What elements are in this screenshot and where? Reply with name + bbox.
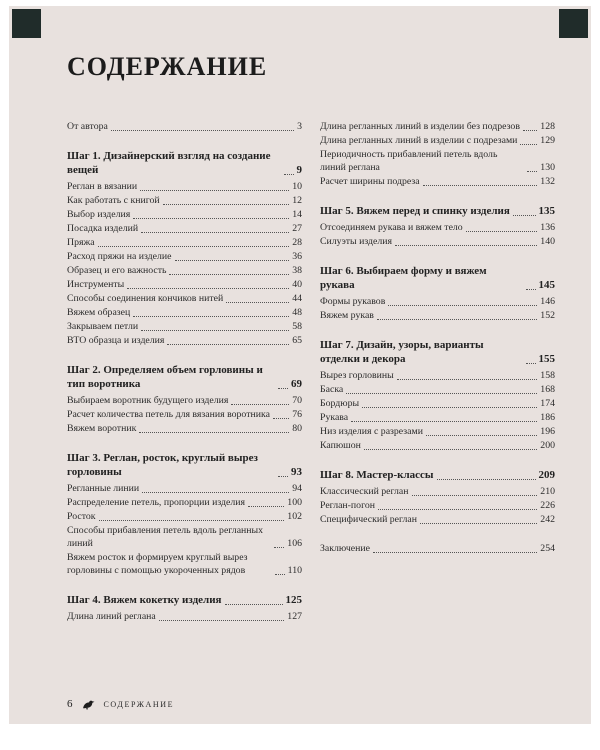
toc-item-label: Баска xyxy=(320,384,344,395)
footer-section-label: СОДЕРЖАНИЕ xyxy=(103,699,175,709)
dot-leader xyxy=(520,144,537,145)
toc-chapter-label: Шаг 3. Реглан, росток, круглый вырез горловины xyxy=(67,452,258,478)
toc-item-label: Отсоединяем рукава и вяжем тело xyxy=(320,222,463,233)
toc-item-label: Образец и его важность xyxy=(67,265,167,276)
toc-page-number: 10 xyxy=(292,181,302,192)
toc-page-number: 76 xyxy=(292,409,302,420)
dot-leader xyxy=(278,388,288,389)
toc-item-label: Расчет ширины подреза xyxy=(320,176,420,187)
toc-page-number: 196 xyxy=(540,426,555,437)
toc-entry-row xyxy=(67,222,302,235)
toc-item-label: Вырез горловины xyxy=(320,370,394,381)
toc-page-number: 102 xyxy=(287,511,302,522)
toc-entry-row xyxy=(67,524,302,550)
toc-item-label: Пряжа xyxy=(67,237,95,248)
dot-leader xyxy=(346,393,537,394)
toc-entry-row xyxy=(320,369,555,382)
toc-entry-row xyxy=(67,292,302,305)
dot-leader xyxy=(466,231,538,232)
dot-leader xyxy=(140,190,289,191)
toc-page-number: 80 xyxy=(292,423,302,434)
toc-chapter-label: Шаг 2. Определяем объем горловины и тип воротника xyxy=(67,364,263,390)
page-title: СОДЕРЖАНИЕ xyxy=(67,52,268,81)
toc-item-label: Способы соединения кончиков нитей xyxy=(67,293,224,304)
toc-item-label: Реглан-погон xyxy=(320,500,375,511)
dot-leader xyxy=(139,432,289,433)
dot-leader xyxy=(175,260,290,261)
toc-page-number: 94 xyxy=(292,483,302,494)
toc-page-number: 125 xyxy=(285,594,302,606)
toc-entry-row xyxy=(67,496,302,509)
toc-entry-row xyxy=(320,411,555,424)
toc-item-label: Формы рукавов xyxy=(320,296,386,307)
toc-page-number: 210 xyxy=(540,486,555,497)
toc-page-number: 168 xyxy=(540,384,555,395)
dot-leader xyxy=(274,547,284,548)
toc-entry-row xyxy=(320,383,555,396)
toc-entry-row xyxy=(320,221,555,234)
dot-leader xyxy=(99,520,285,521)
dot-leader xyxy=(426,435,537,436)
toc-entry-row xyxy=(67,510,302,523)
toc-entry-row xyxy=(320,485,555,498)
dot-leader xyxy=(284,174,294,175)
toc-page-number: 100 xyxy=(287,497,302,508)
toc-entry-row xyxy=(320,120,555,133)
toc-entry-row xyxy=(320,425,555,438)
dot-leader xyxy=(231,404,289,405)
toc-item-label: Выбор изделия xyxy=(67,209,131,220)
toc-chapter-row xyxy=(67,451,302,479)
toc-page-number: 158 xyxy=(540,370,555,381)
toc-page-number: 36 xyxy=(292,251,302,262)
dot-leader xyxy=(225,604,283,605)
toc-page-number: 38 xyxy=(292,265,302,276)
dot-leader xyxy=(420,523,537,524)
dot-leader xyxy=(526,363,536,364)
toc-item-label: Силуэты изделия xyxy=(320,236,392,247)
dot-leader xyxy=(278,476,288,477)
toc-item-label: Реглан в вязании xyxy=(67,181,138,192)
toc-item-label: Вяжем образец xyxy=(67,307,131,318)
toc-item-label: Бордюры xyxy=(320,398,360,409)
toc-entry-row xyxy=(320,397,555,410)
toc-page-number: 145 xyxy=(538,279,555,291)
toc-item-label: Заключение xyxy=(320,543,370,554)
corner-accent-square-left xyxy=(12,9,41,38)
dot-leader xyxy=(142,492,289,493)
toc-page-number: 93 xyxy=(291,466,302,478)
book-page xyxy=(9,6,591,724)
dot-leader xyxy=(377,319,537,320)
toc-page-number: 9 xyxy=(296,164,302,176)
toc-entry-row xyxy=(67,482,302,495)
toc-entry-row xyxy=(320,134,555,147)
toc-item-label: Низ изделия с разрезами xyxy=(320,426,423,437)
toc-entry-row xyxy=(67,334,302,347)
toc-page-number: 155 xyxy=(538,353,555,365)
toc-item-label: Регланные линии xyxy=(67,483,140,494)
toc-item-label: Расход пряжи на изделие xyxy=(67,251,172,262)
toc-chapter-row xyxy=(67,363,302,391)
toc-item-label: Росток xyxy=(67,511,96,522)
toc-entry-row xyxy=(67,194,302,207)
toc-item-label: Вяжем воротник xyxy=(67,423,137,434)
toc-entry-row xyxy=(320,295,555,308)
toc-columns xyxy=(67,120,555,624)
dot-leader xyxy=(388,305,537,306)
toc-item-label: Вяжем рукав xyxy=(320,310,374,321)
toc-entry-row xyxy=(320,439,555,452)
toc-chapter-row xyxy=(67,593,302,607)
toc-entry-row xyxy=(67,408,302,421)
toc-entry-row xyxy=(67,551,302,577)
toc-item-label: Распределение петель, пропорции изделия xyxy=(67,497,245,508)
toc-item-label: Как работать с книгой xyxy=(67,195,160,206)
dot-leader xyxy=(273,418,289,419)
toc-page-number: 129 xyxy=(540,135,555,146)
toc-item-label: Инструменты xyxy=(67,279,125,290)
toc-page-number: 136 xyxy=(540,222,555,233)
bird-icon xyxy=(82,699,95,710)
toc-chapter-row xyxy=(320,338,555,366)
dot-leader xyxy=(163,204,290,205)
toc-item-label: Длина регланных линий в изделии с подрезами xyxy=(320,135,518,146)
toc-chapter-label: Шаг 1. Дизайнерский взгляд на создание вещей xyxy=(67,150,271,176)
toc-page-number: 12 xyxy=(292,195,302,206)
dot-leader xyxy=(523,130,537,131)
toc-page-number: 69 xyxy=(291,378,302,390)
toc-entry-row xyxy=(320,309,555,322)
dot-leader xyxy=(412,495,538,496)
dot-leader xyxy=(275,574,285,575)
toc-page-number: 242 xyxy=(540,514,555,525)
dot-leader xyxy=(362,407,537,408)
dot-leader xyxy=(159,620,285,621)
toc-page-number: 174 xyxy=(540,398,555,409)
toc-left-column xyxy=(67,120,302,624)
toc-item-label: От автора xyxy=(67,121,108,132)
toc-chapter-label: Шаг 8. Мастер-классы xyxy=(320,469,434,481)
dot-leader xyxy=(127,288,289,289)
toc-entry-row xyxy=(67,610,302,623)
toc-page-number: 70 xyxy=(292,395,302,406)
toc-entry-row xyxy=(320,499,555,512)
dot-leader xyxy=(141,232,289,233)
toc-entry-row xyxy=(67,394,302,407)
dot-leader xyxy=(423,185,538,186)
toc-entry-row xyxy=(67,180,302,193)
toc-item-label: Выбираем воротник будущего изделия xyxy=(67,395,229,406)
toc-page-number: 127 xyxy=(287,611,302,622)
dot-leader xyxy=(378,509,537,510)
toc-entry-row xyxy=(67,250,302,263)
toc-item-label: Длина линий реглана xyxy=(67,611,156,622)
toc-entry-row xyxy=(67,208,302,221)
toc-page-number: 130 xyxy=(540,162,555,173)
toc-item-label: Классический реглан xyxy=(320,486,409,497)
toc-page-number: 135 xyxy=(538,205,555,217)
toc-entry-row xyxy=(67,278,302,291)
toc-entry-row xyxy=(67,236,302,249)
toc-entry-row xyxy=(67,120,302,133)
toc-item-label: Специфический реглан xyxy=(320,514,418,525)
toc-page-number: 40 xyxy=(292,279,302,290)
toc-item-label: Способы прибавления петель вдоль регланных линий xyxy=(67,525,264,549)
toc-page-number: 152 xyxy=(540,310,555,321)
toc-page-number: 200 xyxy=(540,440,555,451)
toc-page-number: 140 xyxy=(540,236,555,247)
toc-page-number: 28 xyxy=(292,237,302,248)
toc-page-number: 3 xyxy=(297,121,302,132)
toc-chapter-row xyxy=(320,204,555,218)
toc-page-number: 14 xyxy=(292,209,302,220)
dot-leader xyxy=(437,479,536,480)
dot-leader xyxy=(167,344,289,345)
dot-leader xyxy=(527,171,537,172)
toc-chapter-label: Шаг 7. Дизайн, узоры, варианты отделки и декора xyxy=(320,339,484,365)
toc-entry-row xyxy=(67,306,302,319)
toc-chapter-row xyxy=(67,149,302,177)
dot-leader xyxy=(364,449,537,450)
dot-leader xyxy=(133,218,289,219)
dot-leader xyxy=(397,379,538,380)
toc-item-label: Периодичность прибавлений петель вдоль линий реглана xyxy=(320,149,498,173)
dot-leader xyxy=(111,130,294,131)
toc-page-number: 106 xyxy=(287,538,302,549)
toc-page-number: 186 xyxy=(540,412,555,423)
page-footer xyxy=(67,698,174,710)
toc-entry-row xyxy=(67,422,302,435)
toc-entry-row xyxy=(67,320,302,333)
toc-chapter-label: Шаг 5. Вяжем перед и спинку изделия xyxy=(320,205,510,217)
toc-entry-row xyxy=(320,175,555,188)
dot-leader xyxy=(373,552,537,553)
dot-leader xyxy=(351,421,537,422)
corner-accent-square-right xyxy=(559,9,588,38)
toc-entry-row xyxy=(67,264,302,277)
toc-entry-row xyxy=(320,513,555,526)
toc-item-label: Вяжем росток и формируем круглый вырез горловины с помощью укороченных рядов xyxy=(67,552,248,576)
toc-chapter-row xyxy=(320,264,555,292)
toc-page-number: 58 xyxy=(292,321,302,332)
toc-item-label: Рукава xyxy=(320,412,349,423)
toc-page-number: 132 xyxy=(540,176,555,187)
toc-right-column xyxy=(320,120,555,624)
toc-item-label: Расчет количества петель для вязания воротника xyxy=(67,409,270,420)
toc-chapter-label: Шаг 4. Вяжем кокетку изделия xyxy=(67,594,222,606)
toc-chapter-row xyxy=(320,468,555,482)
toc-page-number: 44 xyxy=(292,293,302,304)
toc-item-label: Посадка изделий xyxy=(67,223,139,234)
toc-item-label: Длина регланных линий в изделии без подрезов xyxy=(320,121,520,132)
folio-page-number: 6 xyxy=(67,698,73,710)
toc-chapter-label: Шаг 6. Выбираем форму и вяжем рукава xyxy=(320,265,487,291)
dot-leader xyxy=(133,316,289,317)
toc-page-number: 128 xyxy=(540,121,555,132)
toc-page-number: 48 xyxy=(292,307,302,318)
toc-item-label: ВТО образца и изделия xyxy=(67,335,165,346)
toc-page-number: 226 xyxy=(540,500,555,511)
toc-page-number: 209 xyxy=(538,469,555,481)
toc-page-number: 27 xyxy=(292,223,302,234)
toc-page-number: 65 xyxy=(292,335,302,346)
dot-leader xyxy=(395,245,537,246)
dot-leader xyxy=(526,289,536,290)
toc-entry-row xyxy=(320,148,555,174)
dot-leader xyxy=(248,506,284,507)
toc-entry-row xyxy=(320,235,555,248)
dot-leader xyxy=(169,274,289,275)
dot-leader xyxy=(98,246,290,247)
dot-leader xyxy=(141,330,289,331)
dot-leader xyxy=(226,302,289,303)
toc-item-label: Капюшон xyxy=(320,440,361,451)
toc-item-label: Закрываем петли xyxy=(67,321,139,332)
toc-page-number: 110 xyxy=(287,565,302,576)
toc-entry-row xyxy=(320,542,555,555)
dot-leader xyxy=(513,215,536,216)
toc-page-number: 146 xyxy=(540,296,555,307)
toc-page-number: 254 xyxy=(540,543,555,554)
